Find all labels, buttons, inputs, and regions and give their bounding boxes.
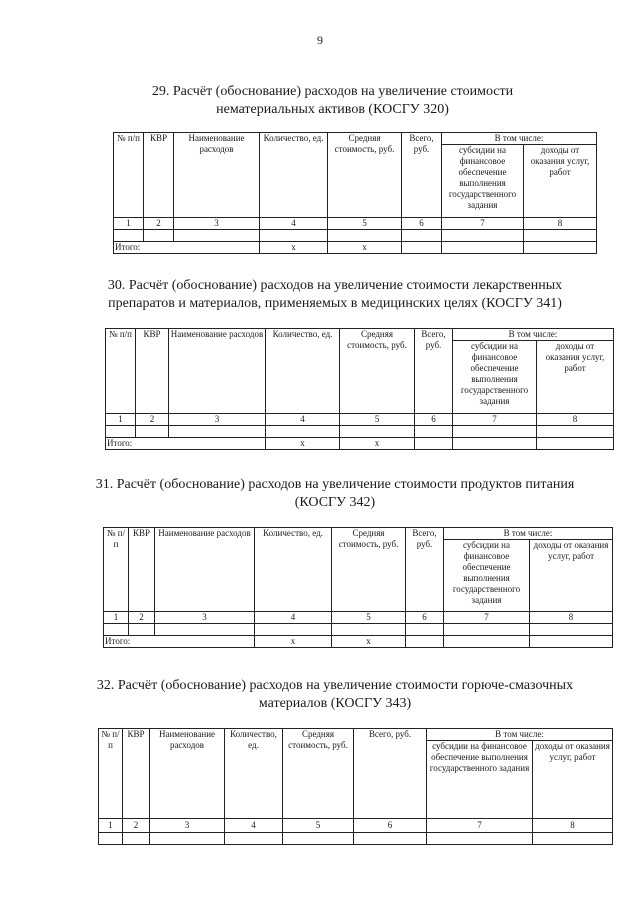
header-kvr: КВР: [144, 133, 174, 218]
data-cell: [332, 624, 406, 636]
col-number: 8: [533, 819, 613, 833]
section-30-title: [55, 277, 615, 313]
x-mark: x: [266, 438, 340, 450]
header-num: № п/п: [99, 729, 123, 819]
col-number: 5: [332, 612, 406, 624]
section-29-title: [60, 83, 605, 119]
section-title-line: препаратов и материалов, применяемых в медицинских целях (КОСГУ 341): [108, 296, 562, 311]
header-total: Всего, руб.: [415, 329, 453, 414]
data-cell: [155, 624, 255, 636]
section-title-line: 31. Расчёт (обоснование) расходов на увеличение стоимости продуктов питания: [95, 477, 575, 492]
data-cell: [524, 242, 597, 254]
header-avg: Средняя стоимость, руб.: [328, 133, 402, 218]
data-cell: [266, 426, 340, 438]
section-32-title: [55, 677, 615, 713]
totals-label: Итого:: [114, 242, 260, 254]
col-number: 2: [123, 819, 150, 833]
col-number: 6: [354, 819, 427, 833]
data-cell: [453, 438, 537, 450]
col-number: 5: [283, 819, 354, 833]
section-title-line: 30. Расчёт (обоснование) расходов на увеличение стоимости лекарственных: [107, 278, 563, 293]
header-incl: В том числе:: [453, 329, 614, 341]
col-number: 1: [104, 612, 129, 624]
col-number: 8: [530, 612, 613, 624]
data-cell: [144, 230, 174, 242]
header-incl: В том числе:: [427, 729, 613, 741]
data-cell: [99, 833, 123, 845]
header-num: № п/п: [114, 133, 144, 218]
header-total: Всего, руб.: [406, 528, 444, 612]
col-number: 1: [99, 819, 123, 833]
page-number: 9: [317, 33, 323, 47]
header-name: Наименование расходов: [174, 133, 260, 218]
data-cell: [106, 426, 136, 438]
section-title-line: материалов (КОСГУ 343): [258, 696, 412, 711]
data-cell: [129, 624, 155, 636]
col-number: 3: [155, 612, 255, 624]
data-cell: [524, 230, 597, 242]
section-29-table: [113, 132, 597, 254]
data-cell: [427, 833, 533, 845]
data-cell: [150, 833, 225, 845]
data-cell: [453, 426, 537, 438]
header-num: № п/п: [104, 528, 129, 612]
data-cell: [530, 636, 613, 648]
data-cell: [354, 833, 427, 845]
header-qty: Количество, ед.: [225, 729, 283, 819]
col-number: 1: [106, 414, 136, 426]
col-number: 4: [260, 218, 328, 230]
data-cell: [415, 438, 453, 450]
data-cell: [174, 230, 260, 242]
section-title-line: 32. Расчёт (обоснование) расходов на увеличение стоимости горюче-смазочных: [96, 678, 574, 693]
data-cell: [104, 624, 129, 636]
data-cell: [283, 833, 354, 845]
data-cell: [442, 230, 524, 242]
data-cell: [255, 624, 332, 636]
col-number: 6: [406, 612, 444, 624]
data-cell: [340, 426, 415, 438]
data-cell: [402, 230, 442, 242]
header-income: доходы от оказания услуг, работ: [524, 145, 597, 218]
header-name: Наименование расходов: [169, 329, 266, 414]
data-cell: [136, 426, 169, 438]
col-number: 2: [129, 612, 155, 624]
header-subsidy: субсидии на финансовое обеспечение выполнения государственного задания: [427, 741, 533, 819]
section-31-title: [55, 476, 615, 512]
totals-label: Итого:: [104, 636, 255, 648]
data-cell: [123, 833, 150, 845]
header-kvr: КВР: [123, 729, 150, 819]
section-32-table: [98, 728, 613, 845]
header-avg: Средняя стоимость, руб.: [332, 528, 406, 612]
section-30-table: [105, 328, 614, 450]
col-number: 1: [114, 218, 144, 230]
header-num: № п/п: [106, 329, 136, 414]
col-number: 5: [328, 218, 402, 230]
header-name: Наименование расходов: [150, 729, 225, 819]
header-avg: Средняя стоимость, руб.: [283, 729, 354, 819]
data-cell: [533, 833, 613, 845]
header-avg: Средняя стоимость, руб.: [340, 329, 415, 414]
section-title-line: 29. Расчёт (обоснование) расходов на увеличение стоимости: [151, 84, 514, 99]
header-subsidy: субсидии на финансовое обеспечение выполнения государственного задания: [453, 341, 537, 414]
header-qty: Количество, ед.: [255, 528, 332, 612]
data-cell: [114, 230, 144, 242]
data-cell: [537, 426, 614, 438]
header-income: доходы от оказания услуг, работ: [533, 741, 613, 819]
header-kvr: КВР: [129, 528, 155, 612]
header-subsidy: субсидии на финансовое обеспечение выполнения государственного задания: [442, 145, 524, 218]
data-cell: [442, 242, 524, 254]
col-number: 7: [444, 612, 530, 624]
data-cell: [415, 426, 453, 438]
data-cell: [402, 242, 442, 254]
header-incl: В том числе:: [442, 133, 597, 145]
col-number: 3: [150, 819, 225, 833]
col-number: 4: [266, 414, 340, 426]
header-kvr: КВР: [136, 329, 169, 414]
data-cell: [260, 230, 328, 242]
data-cell: [444, 636, 530, 648]
section-title-line: нематериальных активов (КОСГУ 320): [216, 102, 449, 117]
x-mark: x: [328, 242, 402, 254]
col-number: 2: [144, 218, 174, 230]
header-income: доходы от оказания услуг, работ: [530, 540, 613, 612]
col-number: 6: [402, 218, 442, 230]
header-qty: Количество, ед.: [266, 329, 340, 414]
col-number: 7: [453, 414, 537, 426]
col-number: 7: [427, 819, 533, 833]
data-cell: [169, 426, 266, 438]
col-number: 8: [537, 414, 614, 426]
col-number: 8: [524, 218, 597, 230]
x-mark: x: [260, 242, 328, 254]
header-subsidy: субсидии на финансовое обеспечение выполнения государственного задания: [444, 540, 530, 612]
data-cell: [530, 624, 613, 636]
data-cell: [225, 833, 283, 845]
header-qty: Количество, ед.: [260, 133, 328, 218]
x-mark: x: [332, 636, 406, 648]
col-number: 4: [255, 612, 332, 624]
col-number: 6: [415, 414, 453, 426]
header-income: доходы от оказания услуг, работ: [537, 341, 614, 414]
col-number: 2: [136, 414, 169, 426]
header-incl: В том числе:: [444, 528, 613, 540]
data-cell: [328, 230, 402, 242]
header-total: Всего, руб.: [354, 729, 427, 819]
x-mark: x: [255, 636, 332, 648]
header-total: Всего, руб.: [402, 133, 442, 218]
col-number: 3: [174, 218, 260, 230]
data-cell: [444, 624, 530, 636]
col-number: 4: [225, 819, 283, 833]
col-number: 3: [169, 414, 266, 426]
data-cell: [406, 636, 444, 648]
x-mark: x: [340, 438, 415, 450]
totals-label: Итого:: [106, 438, 266, 450]
section-title-line: (КОСГУ 342): [294, 495, 376, 510]
col-number: 7: [442, 218, 524, 230]
col-number: 5: [340, 414, 415, 426]
data-cell: [406, 624, 444, 636]
header-name: Наименование расходов: [155, 528, 255, 612]
section-31-table: [103, 527, 613, 648]
data-cell: [537, 438, 614, 450]
